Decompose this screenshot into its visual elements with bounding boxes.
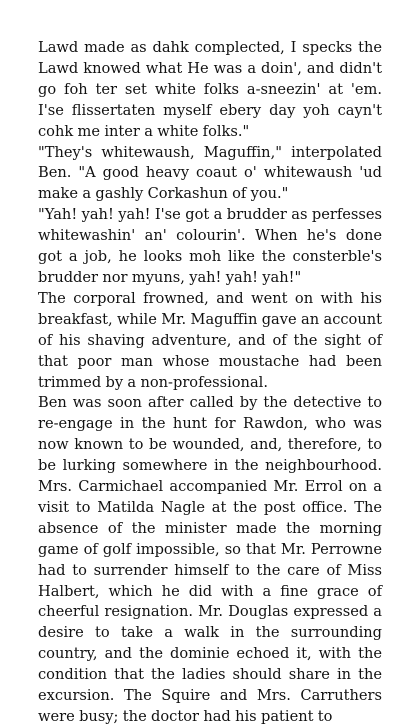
paragraph: "Yah! yah! yah! I'se got a brudder as perfesses whitewashin' an' colourin'. When he's done got a job, he looks moh like the consterble's brudder nor myuns, yah! yah! yah!" [38, 206, 382, 286]
paragraph: Ben was soon after called by the detective to re-engage in the hunt for Rawdon, who was now known to be wounded, and, therefore, to be lurking somewhere in the neighbourhood. Mrs. Carmichael accompanied Mr. Errol on a visit to Matilda Nagle at the post office. The absence of the minister made the morning game of golf impossible, so that Mr. Perrowne had to surrender himself to the care of Miss Halbert, which he did with a fine grace of cheerful resignation. Mr. Douglas expressed a desire to take a walk in the surrounding country, and the dominie echoed it, with the condition that the ladies should share in the excursion. The Squire and Mrs. Carruthers were busy; the doctor had his patient to [38, 394, 382, 725]
paragraph: Lawd made as dahk complected, I specks the Lawd knowed what He was a doin', and didn't go foh ter set white folks a-sneezin' at 'em. I'se flissertaten myself ebery day yoh cayn't cohk me inter a white folks." [38, 39, 382, 140]
paragraph: The corporal frowned, and went on with his breakfast, while Mr. Maguffin gave an account of his shaving adventure, and of the sight of that poor man whose moustache had been trimmed by a non-professional. [38, 289, 382, 391]
page-text [38, 38, 382, 728]
paragraph: "They's whitewaush, Maguffin," interpolated Ben. "A good heavy coaut o' whitewaush 'ud make a gashly Corkashun of you." [38, 143, 382, 203]
